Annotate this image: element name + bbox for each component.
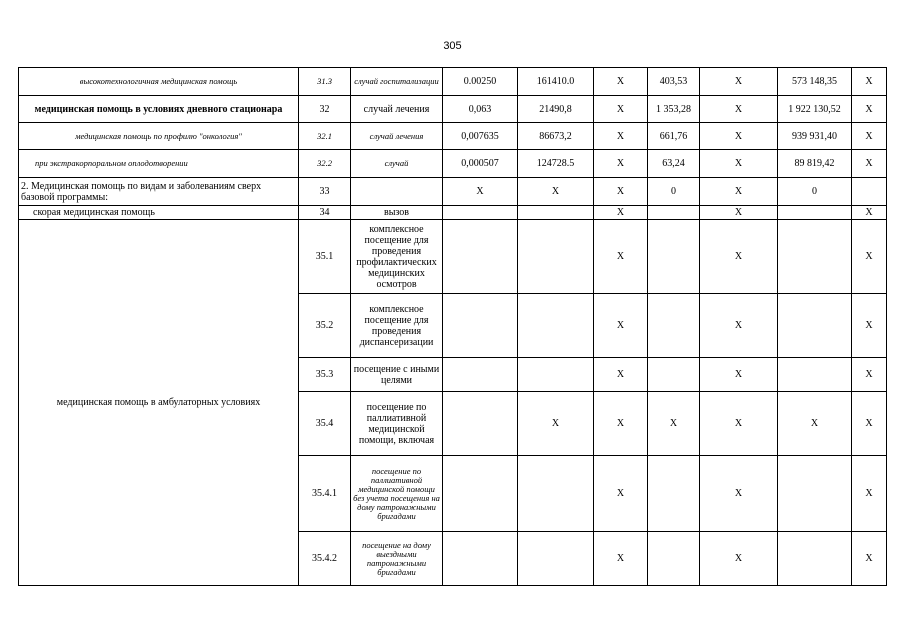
cell: X bbox=[700, 294, 778, 358]
cell bbox=[443, 294, 518, 358]
row-name: 2. Медицинская помощь по видам и заболеваниям сверх базовой программы: bbox=[19, 178, 299, 206]
cell: X bbox=[700, 68, 778, 96]
cell bbox=[518, 294, 594, 358]
cell: X bbox=[852, 392, 887, 456]
cell: X bbox=[852, 294, 887, 358]
cell: 1 922 130,52 bbox=[778, 96, 852, 123]
tariff-table bbox=[18, 67, 887, 586]
cell bbox=[778, 294, 852, 358]
table-row bbox=[19, 220, 887, 294]
cell bbox=[648, 456, 700, 532]
cell: X bbox=[852, 358, 887, 392]
row-unit: вызов bbox=[351, 206, 443, 220]
cell: X bbox=[594, 206, 648, 220]
row-number: 35.2 bbox=[299, 294, 351, 358]
cell: X bbox=[700, 150, 778, 178]
cell: X bbox=[648, 392, 700, 456]
cell: X bbox=[700, 178, 778, 206]
row-name: скорая медицинская помощь bbox=[19, 206, 299, 220]
table-row bbox=[19, 123, 887, 150]
cell: 21490,8 bbox=[518, 96, 594, 123]
cell: X bbox=[700, 456, 778, 532]
row-unit: посещение по паллиативной медицинской помощи, включая bbox=[351, 392, 443, 456]
cell: 0.00250 bbox=[443, 68, 518, 96]
row-unit: случай bbox=[351, 150, 443, 178]
cell: 939 931,40 bbox=[778, 123, 852, 150]
cell bbox=[648, 206, 700, 220]
row-number: 32.2 bbox=[299, 150, 351, 178]
row-unit: комплексное посещение для проведения диспансеризации bbox=[351, 294, 443, 358]
cell: X bbox=[518, 392, 594, 456]
table-row bbox=[19, 150, 887, 178]
cell: X bbox=[700, 206, 778, 220]
cell bbox=[778, 532, 852, 586]
cell: X bbox=[594, 150, 648, 178]
cell: X bbox=[594, 68, 648, 96]
row-unit: комплексное посещение для проведения профилактических медицинских осмотров bbox=[351, 220, 443, 294]
cell: X bbox=[700, 358, 778, 392]
cell: X bbox=[443, 178, 518, 206]
cell: 403,53 bbox=[648, 68, 700, 96]
ambulatory-name: медицинская помощь в амбулаторных условиях bbox=[19, 220, 299, 586]
table-row bbox=[19, 96, 887, 123]
cell: X bbox=[700, 96, 778, 123]
cell: X bbox=[700, 123, 778, 150]
cell: X bbox=[852, 68, 887, 96]
row-number: 33 bbox=[299, 178, 351, 206]
cell bbox=[518, 456, 594, 532]
cell: 0,000507 bbox=[443, 150, 518, 178]
cell: X bbox=[852, 532, 887, 586]
cell: X bbox=[594, 358, 648, 392]
row-number: 35.4.2 bbox=[299, 532, 351, 586]
cell: X bbox=[852, 220, 887, 294]
row-name: медицинская помощь по профилю "онкология" bbox=[19, 123, 299, 150]
row-unit: посещение на дому выездными патронажными бригадами bbox=[351, 532, 443, 586]
row-number: 35.3 bbox=[299, 358, 351, 392]
cell: 0 bbox=[648, 178, 700, 206]
row-number: 35.1 bbox=[299, 220, 351, 294]
cell bbox=[778, 358, 852, 392]
row-number: 35.4.1 bbox=[299, 456, 351, 532]
cell bbox=[443, 220, 518, 294]
cell: X bbox=[852, 123, 887, 150]
cell: X bbox=[594, 96, 648, 123]
cell: 89 819,42 bbox=[778, 150, 852, 178]
row-number: 35.4 bbox=[299, 392, 351, 456]
cell: X bbox=[594, 456, 648, 532]
cell: 573 148,35 bbox=[778, 68, 852, 96]
cell bbox=[518, 532, 594, 586]
cell: X bbox=[852, 456, 887, 532]
row-name: медицинская помощь в условиях дневного стационара bbox=[19, 96, 299, 123]
cell: 86673,2 bbox=[518, 123, 594, 150]
cell bbox=[518, 220, 594, 294]
row-unit: посещение с иными целями bbox=[351, 358, 443, 392]
page-number: 305 bbox=[443, 40, 462, 52]
cell: X bbox=[700, 220, 778, 294]
row-unit: случай лечения bbox=[351, 123, 443, 150]
cell bbox=[443, 456, 518, 532]
row-name: высокотехнологичная медицинская помощь bbox=[19, 68, 299, 96]
cell bbox=[648, 358, 700, 392]
cell: X bbox=[594, 123, 648, 150]
table-row bbox=[19, 178, 887, 206]
table-row bbox=[19, 68, 887, 96]
cell: X bbox=[594, 392, 648, 456]
cell: 661,76 bbox=[648, 123, 700, 150]
cell bbox=[778, 220, 852, 294]
cell bbox=[443, 532, 518, 586]
row-number: 32 bbox=[299, 96, 351, 123]
table-row bbox=[19, 206, 887, 220]
cell bbox=[648, 532, 700, 586]
cell bbox=[778, 456, 852, 532]
cell: 0,063 bbox=[443, 96, 518, 123]
cell bbox=[648, 294, 700, 358]
cell: 124728.5 bbox=[518, 150, 594, 178]
cell: X bbox=[700, 532, 778, 586]
cell: X bbox=[594, 532, 648, 586]
cell bbox=[518, 206, 594, 220]
cell: 0,007635 bbox=[443, 123, 518, 150]
cell: 0 bbox=[778, 178, 852, 206]
row-name: при экстракорпоральном оплодотворении bbox=[19, 150, 299, 178]
cell: X bbox=[778, 392, 852, 456]
cell: X bbox=[594, 294, 648, 358]
cell: X bbox=[852, 150, 887, 178]
cell: X bbox=[852, 206, 887, 220]
cell: 63,24 bbox=[648, 150, 700, 178]
cell bbox=[852, 178, 887, 206]
cell: X bbox=[700, 392, 778, 456]
cell: X bbox=[518, 178, 594, 206]
cell bbox=[518, 358, 594, 392]
row-unit bbox=[351, 178, 443, 206]
row-number: 31.3 bbox=[299, 68, 351, 96]
cell: X bbox=[594, 220, 648, 294]
cell bbox=[443, 358, 518, 392]
cell bbox=[443, 392, 518, 456]
row-unit: случай госпитализации bbox=[351, 68, 443, 96]
row-unit: случай лечения bbox=[351, 96, 443, 123]
cell bbox=[443, 206, 518, 220]
row-unit: посещение по паллиативной медицинской помощи без учета посещения на дому патронажными бригадами bbox=[351, 456, 443, 532]
cell bbox=[778, 206, 852, 220]
cell: 1 353,28 bbox=[648, 96, 700, 123]
row-number: 32.1 bbox=[299, 123, 351, 150]
row-number: 34 bbox=[299, 206, 351, 220]
cell: X bbox=[852, 96, 887, 123]
cell bbox=[648, 220, 700, 294]
cell: 161410.0 bbox=[518, 68, 594, 96]
cell: X bbox=[594, 178, 648, 206]
